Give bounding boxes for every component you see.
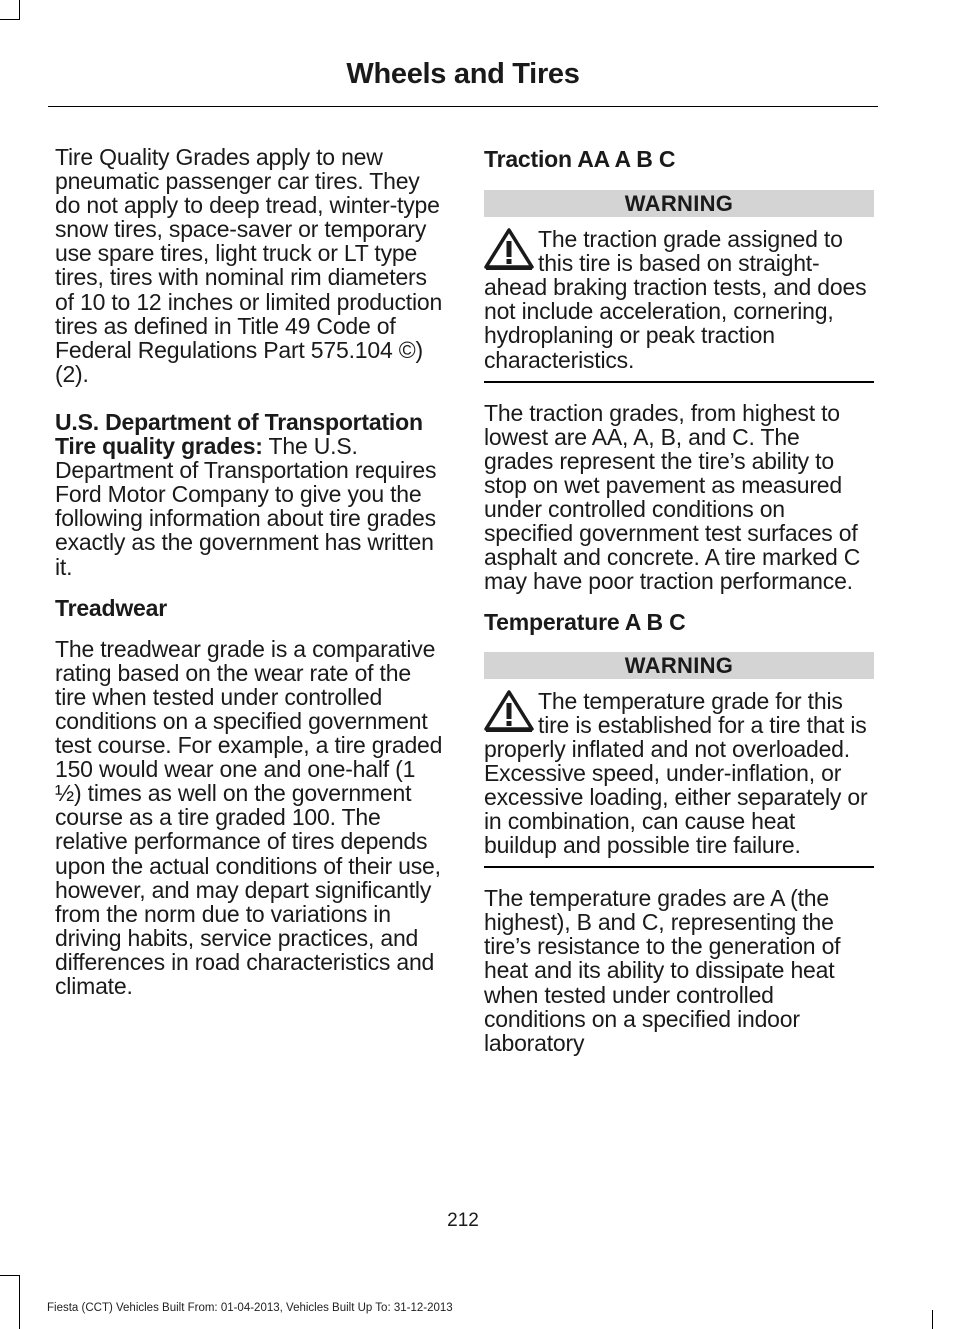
traction-warning-rule [484,381,874,383]
crop-mark [19,0,20,20]
traction-warning-bar: WARNING [484,190,874,217]
page-number: 212 [447,1210,479,1231]
footer-text: Fiesta (CCT) Vehicles Built From: 01-04-2013, Vehicles Built Up To: 31-12-2013 [47,1302,453,1314]
treadwear-paragraph: The treadwear grade is a comparative rating based on the wear rate of the tire when tested under controlled conditions on a specified government test course. For example, a tire graded 150 would wear one and one-half (1 ½) times as well on the government course as a tire graded 100. The relative performance of tires depends upon the actual conditions of their use, however, and may depart significantly from the norm due to variations in driving habits, service practices, and differences in road characteristics and climate. [55,635,443,999]
traction-warning-text: The traction grade assigned to this tire is based on straight-ahead braking traction tests, and does not include acceleration, cornering, hydroplaning or peak traction characteristics. [484,226,867,373]
left-column [55,145,445,998]
temperature-paragraph: The temperature grades are A (the highest), B and C, representing the tire’s resistance to the generation of heat and its ability to dissipate heat when tested under controlled conditions on a specified indoor laboratory [484,885,841,1056]
temperature-heading: Temperature A B C [484,609,686,636]
treadwear-heading: Treadwear [55,594,167,621]
dot-text: The U.S. Department of Transportation requires Ford Motor Company to give you the following information about tire grades exactly as the government has written it. [55,433,437,580]
crop-mark [19,1275,20,1329]
dot-paragraph [55,410,445,579]
warning-triangle-icon [484,689,534,733]
traction-heading: Traction AA A B C [484,146,676,172]
temperature-warning-bar: WARNING [484,652,874,679]
crop-mark [932,1310,933,1329]
right-column [484,145,874,1055]
temperature-warning-rule [484,866,874,868]
crop-mark [0,1275,20,1276]
title-divider [48,106,878,107]
page-title: Wheels and Tires [346,58,580,90]
traction-paragraph: The traction grades, from highest to lowest are AA, A, B, and C. The grades represent the tire’s ability to stop on wet pavement as measured under controlled conditions on specified government test surfaces of asphalt and concrete. A tire marked C may have poor traction performance. [484,399,861,595]
dot-heading: U.S. Department of Transportation Tire quality grades: [55,408,423,460]
crop-mark [0,19,20,20]
temperature-warning-block [484,689,874,858]
warning-triangle-icon [484,227,534,271]
temperature-warning-text: The temperature grade for this tire is established for a tire that is properly inflated and not overloaded. Excessive speed, under-inflation, or excessive loading, either separately or in combination, can cause heat buildup and possible tire failure. [484,687,868,859]
traction-warning-block [484,227,874,372]
intro-paragraph: Tire Quality Grades apply to new pneumatic passenger car tires. They do not apply to deep tread, winter-type snow tires, space-saver or temporary use spare tires, light truck or LT type tires, tires with nominal rim diameters of 10 to 12 inches or limited production tires as defined in Title 49 Code of Federal Regulations Part 575.104 ©)(2). [55,144,443,387]
